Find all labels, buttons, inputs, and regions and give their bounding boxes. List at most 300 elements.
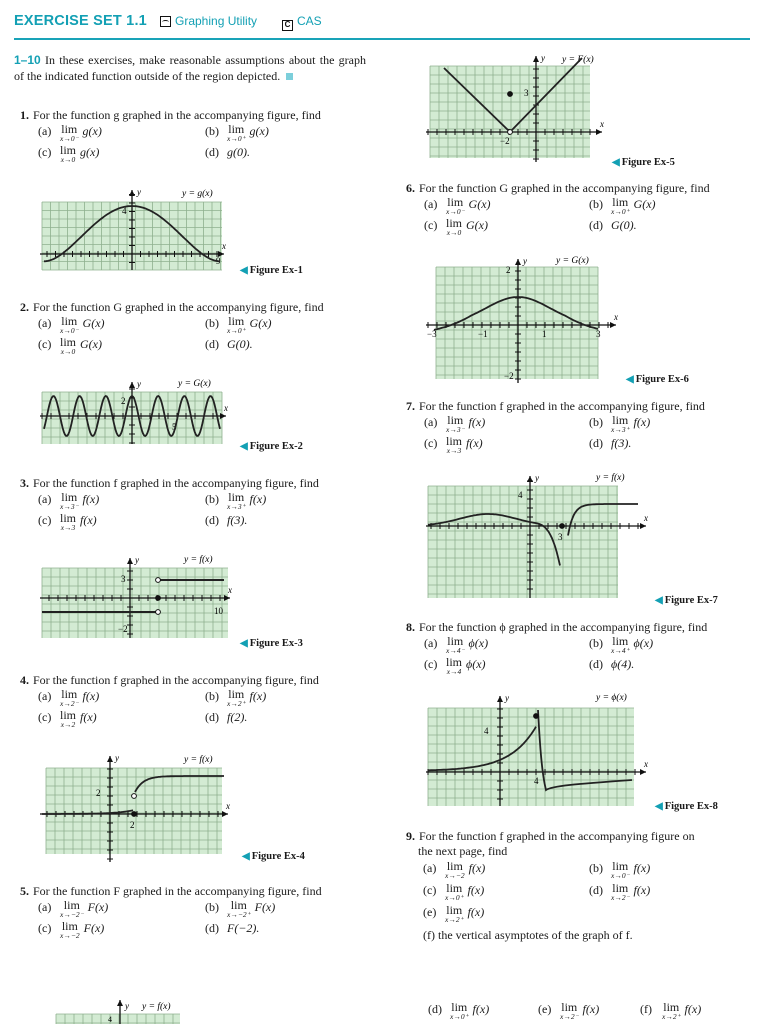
caption-arrow-icon: ◀ [655,595,663,606]
lim-word: lim [446,881,463,895]
part-d [589,657,634,672]
part-label: (b) [589,197,603,211]
limit-subscript: x→3⁺ [611,425,630,434]
problem-number: 4. [20,673,29,687]
x-axis-arrow-icon [640,769,646,775]
problem-text: For the function f graphed in the accompanying figure, find [419,399,705,413]
x-axis-label: x [228,585,232,595]
figure-caption [240,638,303,649]
part-a [424,636,488,655]
function-expression: G(0). [227,337,253,351]
problem-text: For the function f graphed in the accompanying figure, find [33,476,319,490]
intro-text: In these exercises, make reasonable assumptions about the graph of the indicated function outside of the region depicted. [14,53,366,83]
function-expression: G(0). [611,218,637,232]
figure-ex-7 [424,470,656,604]
y-axis-arrow-icon [117,1000,123,1006]
grid-background [430,66,590,158]
limit-operator [227,316,246,335]
function-expression: f(x) [468,861,486,875]
part-a [38,689,99,708]
x-axis-arrow-icon [640,523,646,529]
limit-subscript: x→0⁺ [227,326,246,335]
limit-operator [446,197,465,216]
limit-operator [60,710,76,729]
lim-word: lim [228,490,245,504]
function-label: y = ϕ(x) [596,693,627,703]
part-label: (c) [424,218,438,232]
caption-arrow-icon: ◀ [240,441,248,452]
caption-text: Figure Ex-1 [249,265,303,276]
problem-3 [20,476,319,532]
function-expression: ϕ(x) [633,636,654,650]
problem-7 [406,399,705,455]
tick-label: 3 [121,574,126,584]
tick-label: 4 [484,726,489,736]
function-label: y = f(x) [184,755,213,765]
y-axis-label: y [505,693,509,703]
y-axis-label: y [523,256,527,266]
function-expression: F(−2). [227,921,260,935]
function-label: y = G(x) [556,256,589,266]
y-axis-label: y [535,473,539,483]
part-label: (c) [38,513,52,527]
tick-label: 4 [534,776,539,786]
function-expression: G(x) [466,218,488,232]
lim-word: lim [61,314,78,328]
figure-ex-8 [424,690,648,814]
part-c [38,513,97,532]
open-point [132,794,137,799]
cas-label: C CAS [282,14,322,31]
x-axis-label: x [224,403,228,413]
limit-operator [611,883,630,902]
x-axis-arrow-icon [596,129,602,135]
closed-point [156,596,161,601]
part-c [38,337,102,356]
x-axis-arrow-icon [610,322,616,328]
lim-word: lim [61,122,78,136]
figure-ex-1 [38,184,228,274]
lim-word: lim [561,1000,578,1014]
problem-9-part-d [589,883,650,902]
lim-word: lim [230,898,247,912]
part-a [424,415,485,434]
part-label: (d) [428,1002,442,1016]
function-expression: f(3). [227,513,248,527]
function-expression: G(x) [633,197,656,211]
limit-operator [60,124,79,143]
limit-subscript: x→3⁻ [60,502,79,511]
graphing-utility-icon [160,16,171,27]
part-b [589,636,653,655]
part-label: (c) [38,145,52,159]
part-d [205,710,247,725]
part-b [205,316,272,335]
problem-text: For the function G graphed in the accompanying figure, find [33,300,324,314]
function-expression: g(x) [80,145,100,159]
part-label: (a) [423,861,437,875]
part-label: (b) [589,415,603,429]
part-label: (f) [640,1002,652,1016]
x-axis-label: x [644,759,648,769]
limit-operator [227,124,246,143]
closed-point [132,812,137,817]
part-label: (b) [205,316,219,330]
x-axis-label: x [600,119,604,129]
figure-ex-2 [38,376,228,448]
problem-9-part-a [423,861,485,880]
limit-operator [60,337,76,356]
limit-subscript: x→2⁻ [560,1012,579,1021]
caption-text: Figure Ex-3 [249,638,303,649]
part-c [38,145,99,164]
part-label: (e) [538,1002,552,1016]
x-axis-label: x [226,801,230,811]
problem-9-part-b [589,861,650,880]
limit-operator [60,689,79,708]
part-d [205,337,253,352]
limit-subscript: x→2⁻ [611,893,630,902]
problem-9 [406,829,756,859]
caption-arrow-icon: ◀ [242,851,250,862]
problem-9-cont-part-d [428,1002,489,1021]
function-expression: f(x) [633,861,651,875]
limit-operator [445,861,465,880]
problem-stem [20,476,319,491]
tick-label: 9 [216,256,221,266]
part-label: (c) [38,710,52,724]
function-expression: f(x) [468,415,486,429]
problem-stem [20,673,319,688]
lim-word: lim [60,511,77,525]
exercise-set-title: EXERCISE SET 1.1 [14,13,147,29]
caption-arrow-icon: ◀ [626,374,634,385]
section-header [14,10,750,40]
function-expression: ϕ(4). [611,657,635,671]
figure-caption [240,441,303,452]
function-expression: g(0). [227,145,250,159]
problem-stem [20,884,322,899]
lim-word: lim [61,919,78,933]
grid-background [56,1014,180,1024]
lim-word: lim [447,413,464,427]
problem-stem [20,108,321,123]
problem-number: 2. [20,300,29,314]
y-axis-label: y [125,1001,129,1011]
lim-word: lim [60,143,77,157]
figure-caption [626,374,689,385]
lim-word: lim [61,490,78,504]
function-expression: f(x) [82,689,100,703]
limit-operator [60,921,80,940]
part-a [38,316,105,335]
part-label: (d) [589,436,603,450]
limit-subscript: x→2⁺ [662,1012,681,1021]
x-axis-label: x [614,312,618,322]
function-expression: F(x) [83,921,105,935]
limit-operator [60,316,79,335]
lim-word: lim [228,122,245,136]
y-axis-arrow-icon [107,756,113,762]
part-label: (c) [424,436,438,450]
limit-operator [446,657,462,676]
figure-caption [655,801,718,812]
function-expression: f(2). [227,710,248,724]
caption-arrow-icon: ◀ [240,265,248,276]
figure-ex-5 [424,50,614,166]
function-expression: G(x) [80,337,102,351]
function-expression: f(3). [611,436,632,450]
y-axis-label: y [115,753,119,763]
problem-stem: 9. For the function f graphed in the accompanying figure on [406,829,695,843]
lim-word: lim [63,898,80,912]
lim-word: lim [447,195,464,209]
limit-subscript: x→2⁺ [445,915,464,924]
problem-number: 3. [20,476,29,490]
caption-arrow-icon: ◀ [612,157,620,168]
lim-word: lim [446,655,463,669]
part-a [38,492,99,511]
part-label: (a) [38,900,52,914]
grid-background [428,486,618,598]
function-expression: f(x) [249,492,267,506]
x-axis-arrow-icon [222,811,228,817]
cas-icon: C [282,20,293,31]
caption-arrow-icon: ◀ [655,801,663,812]
part-label: (a) [38,124,52,138]
limit-operator [60,145,76,164]
problem-text: For the function f graphed in the accompanying figure, find [33,673,319,687]
square-marker-icon [286,73,293,80]
tick-label: 2 [130,820,135,830]
open-point [508,130,513,135]
problem-number: 5. [20,884,29,898]
limit-subscript: x→0⁻ [60,134,79,143]
open-point [156,610,161,615]
function-label: y = f(x) [184,555,213,565]
limit-subscript: x→4⁺ [611,646,630,655]
limit-subscript: x→4⁻ [446,646,465,655]
caption-text: Figure Ex-6 [635,374,689,385]
lim-word: lim [612,634,629,648]
part-b [205,689,266,708]
limit-operator [560,1002,579,1021]
part-label: (a) [38,689,52,703]
problem-1 [20,108,321,164]
open-point [156,578,161,583]
y-axis-label: y [135,555,139,565]
function-expression: f(x) [684,1002,702,1016]
function-expression: G(x) [249,316,272,330]
part-label: (b) [205,124,219,138]
limit-subscript: x→−2 [60,931,80,940]
limit-subscript: x→−2⁺ [227,910,251,919]
tick-label: −2 [500,136,510,146]
problem-9-part-f: (f) the vertical asymptotes of the graph of f. [423,928,633,942]
limit-operator [60,900,84,919]
function-label: y = g(x) [182,189,213,199]
problem-8 [406,620,708,676]
y-axis-label: y [541,53,545,63]
problem-number: 7. [406,399,415,413]
lim-word: lim [228,687,245,701]
part-label: (c) [38,337,52,351]
limit-operator [446,415,465,434]
part-label: (c) [423,883,437,897]
limit-subscript: x→3 [60,523,76,532]
part-label: (b) [589,861,603,875]
lim-word: lim [663,1000,680,1014]
tick-label: 4 [518,490,523,500]
y-axis-arrow-icon [129,190,135,196]
part-label: (d) [205,710,219,724]
limit-subscript: x→0⁺ [611,207,630,216]
lim-word: lim [612,413,629,427]
lim-word: lim [60,708,77,722]
part-label: (a) [424,197,438,211]
limit-subscript: x→−2⁻ [60,910,84,919]
limit-subscript: x→0⁺ [445,893,464,902]
limit-subscript: x→3⁺ [227,502,246,511]
function-label: y = f(x) [596,473,625,483]
problem-number: 1. [20,108,29,122]
part-d [205,145,250,160]
problem-4 [20,673,319,729]
function-expression: f(x) [633,883,651,897]
figure-ex-6 [424,253,619,393]
limit-operator [662,1002,681,1021]
problem-stem-continued: the next page, find [418,844,508,858]
lim-word: lim [60,335,77,349]
lim-word: lim [446,434,463,448]
part-label: (c) [38,921,52,935]
problem-text: For the function g graphed in the accompanying figure, find [33,108,321,122]
closed-point [508,92,513,97]
part-b [205,492,266,511]
grid-background [428,708,634,806]
lim-word: lim [446,903,463,917]
problem-number: 6. [406,181,415,195]
closed-point [534,714,539,719]
limit-subscript: x→2 [60,720,76,729]
y-axis-arrow-icon [127,558,133,564]
part-label: (d) [589,883,603,897]
function-expression: ϕ(x) [466,657,486,671]
lim-word: lim [451,1000,468,1014]
y-axis-label: y [137,379,141,389]
closed-point [560,524,565,529]
part-label: (d) [589,657,603,671]
part-label: (d) [205,145,219,159]
caption-text: Figure Ex-7 [664,595,718,606]
part-label: (b) [589,636,603,650]
lim-word: lim [228,314,245,328]
part-label: (d) [205,513,219,527]
limit-operator [446,218,462,237]
part-label: (e) [423,905,437,919]
x-axis-arrow-icon [220,413,226,419]
problem-9-part-e [423,905,484,924]
tick-label: 10 [214,606,223,616]
tick-label: 4 [108,1015,112,1024]
caption-arrow-icon: ◀ [240,638,248,649]
limit-subscript: x→4 [446,667,462,676]
part-a [424,197,491,216]
limit-subscript: x→0⁻ [446,207,465,216]
function-expression: g(x) [82,124,102,138]
lim-word: lim [61,687,78,701]
limit-subscript: x→0⁺ [450,1012,469,1021]
tick-label: 5 [172,422,177,432]
function-expression: f(x) [80,710,97,724]
limit-operator [227,900,251,919]
function-expression: f(x) [249,689,267,703]
limit-operator [445,905,464,924]
part-label: (b) [205,492,219,506]
lim-word: lim [612,195,629,209]
limit-operator [450,1002,469,1021]
limit-subscript: x→0⁻ [60,326,79,335]
part-label: (d) [205,337,219,351]
problem-9-cont-part-f [640,1002,701,1021]
function-label: y = f(x) [142,1002,171,1012]
tick-label: −2 [504,371,514,381]
grid-background [42,568,228,638]
limit-subscript: x→2⁻ [60,699,79,708]
limit-operator [227,492,246,511]
limit-operator [611,861,630,880]
part-d [589,436,631,451]
problem-6 [406,181,710,237]
function-expression: f(x) [582,1002,600,1016]
tick-label: 3 [596,329,601,339]
function-expression: f(x) [472,1002,490,1016]
figure-ex-3 [38,552,233,644]
limit-subscript: x→3⁻ [446,425,465,434]
y-axis-arrow-icon [533,56,539,62]
limit-subscript: x→0⁺ [227,134,246,143]
function-expression: f(x) [82,492,100,506]
problem-2 [20,300,324,356]
limit-operator [227,689,246,708]
lim-word: lim [612,859,629,873]
x-axis-label: x [644,513,648,523]
part-d [589,218,637,233]
function-expression: F(x) [87,900,109,914]
function-expression: f(x) [467,883,485,897]
figure-caption [240,265,303,276]
problem-text: For the function F graphed in the accompanying figure, find [33,884,322,898]
part-b [205,900,275,919]
problem-5 [20,884,322,940]
limit-subscript: x→3 [446,446,462,455]
part-label: (d) [205,921,219,935]
figure-caption [655,595,718,606]
function-label: y = G(x) [178,379,211,389]
tick-label: 1 [542,329,547,339]
limit-operator [60,513,76,532]
function-expression: g(x) [249,124,269,138]
figure-caption [612,157,675,168]
function-label: y = F(x) [562,55,594,65]
limit-operator [611,197,630,216]
problem-text: For the function ϕ graphed in the accompanying figure, find [419,620,708,634]
part-c [424,436,483,455]
limit-operator [446,636,465,655]
problem-stem [406,399,705,414]
part-label: (b) [205,689,219,703]
limit-subscript: x→0 [60,347,76,356]
